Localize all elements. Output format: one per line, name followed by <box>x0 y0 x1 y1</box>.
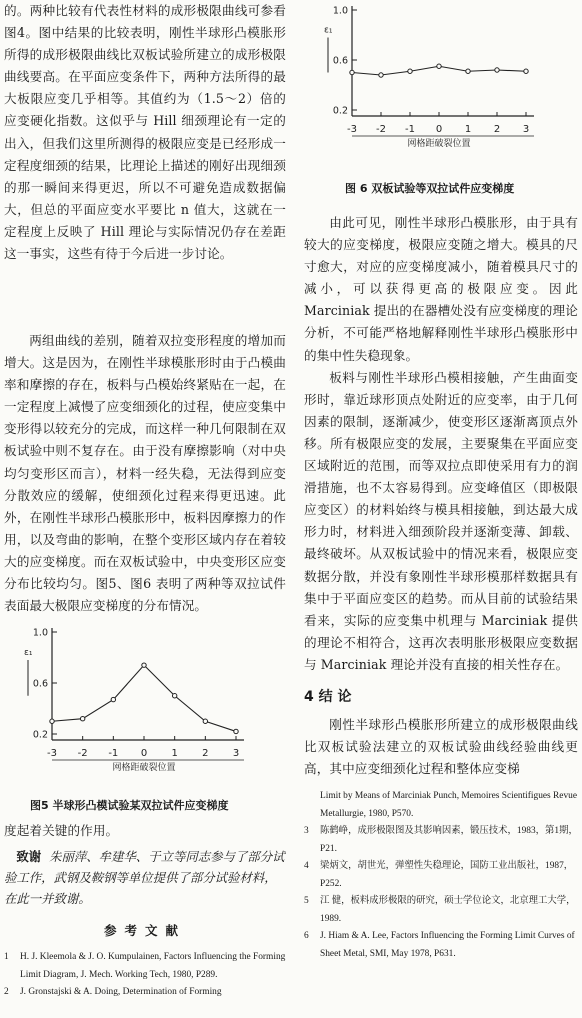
y-axis-label: ε₁ <box>24 647 33 658</box>
y-tick-label: 1.0 <box>32 627 48 639</box>
acknowledgement <box>4 846 286 909</box>
figure-5-continuation: 度起着关键的作用。 <box>4 823 119 838</box>
data-point <box>379 73 383 77</box>
left-lower <box>4 820 286 1002</box>
x-tick-label: 2 <box>493 124 501 135</box>
x-tick-label: 1 <box>464 124 472 135</box>
data-point <box>111 697 115 701</box>
data-point <box>50 719 54 723</box>
right-references <box>304 788 578 963</box>
data-point <box>350 70 354 74</box>
figure-6 <box>304 0 578 170</box>
data-point <box>142 663 146 667</box>
figure-5-caption: 图5 半球形凸模试验某双拉试件应变梯度 <box>30 799 229 812</box>
right-paragraph-1: 由此可见，刚性半球形凸模胀形，由于具有较大的应变梯度，极限应变随之增大。模具的尺寸愈大，对应的应变梯度减小，随着模具尺寸的减小，可以获得更高的极限应变。因此 Marciniak 提出的在器槽处没有应变梯度的理论分析，不可能严格地解释刚性半球形凸模胀形中的集中性失稳现象。 <box>304 215 578 363</box>
x-tick-label: -3 <box>47 748 57 759</box>
references-title: 参考文献 <box>103 923 186 939</box>
data-point <box>466 69 470 73</box>
y-tick-label: 1.0 <box>332 5 348 17</box>
x-tick-label: 2 <box>202 748 209 759</box>
x-axis-label: 网格距破裂位置 <box>112 763 176 773</box>
y-tick-label: 0.2 <box>332 105 348 117</box>
left-paragraph-2: 两组曲线的差别，随着双拉变形程度的增加而增大。这是因为，在刚性半球模胀形时由于凸模曲率和摩擦的存在，板料与凸模始终紧贴在一起，在一定程度上减慢了应变细颈化的过程，使应变集中变形得以较充分的完成，而这样一种几何限制在双板试验中则不复存在。由于没有摩擦影响（对中央均匀变形区而言），材料一经失稳，无法得到应变分散效应的缓解，使细颈化过程来得更迅速。此外，在刚性半球形凸模胀形中，板料因摩擦力的作用，以及弯曲的影响，在整个变形区域内存在着较大的应变梯度。而在双板试验中，中央变形区应变分布比较均匀。图5、图6 表明了两种等双拉试件表面最大极限应变梯度的分布情况。 <box>4 333 286 614</box>
data-point <box>437 64 441 68</box>
y-axis-label: ε₁ <box>324 25 333 36</box>
data-point <box>234 729 238 733</box>
x-tick-label: 0 <box>435 124 443 135</box>
reference-item: 2 J. Gronstajski & A. Doing, Determination of Forming <box>4 987 222 998</box>
x-tick-label: 0 <box>140 748 148 759</box>
x-tick-label: 1 <box>171 748 178 759</box>
section-heading: 4 结 论 <box>304 688 352 705</box>
right-paragraph-3: 刚性半球形凸模胀形所建立的成形极限曲线比双板试验法建立的双板试验曲线经验曲线更高，其中应变细颈化过程和整体应变梯 <box>304 716 578 777</box>
left-paragraph-1: 的。两种比较有代表性材料的成形极限曲线可参看图4。图中结果的比较表明，刚性半球形凸模胀形所得的成形极限曲线比双板试验所建立的成形极限曲线要高。在平面应变条件下，两种方法所得的最大板限应变几乎相等。其值约为（1.5～2）倍的应变硬化指数。这似乎与 Hill 细颈理论有一定的出入，但我们这里所测得的极限应变是已经形成一定程度细颈的结果，比理论上描述的刚好出现细颈的那一瞬间来得更迟，所以不可避免造成数据偏大，但总的平面应变水平要比 n 值大，这就在一定程度上反映了 Hill 理论与实际情况仍存在差距这一事实，这些有待于今后进一步讨论。 <box>4 3 286 262</box>
x-axis-label: 网格距破裂位置 <box>407 139 471 149</box>
x-tick-label: -1 <box>108 748 119 759</box>
x-tick-label: -2 <box>376 124 386 135</box>
data-point <box>80 717 84 721</box>
y-tick-label: 0.2 <box>32 729 48 741</box>
reference-item: 1 H. J. Kleemola & J. O. Kumpulainen, Factors Influencing the Forming Limit Diagram, J. Mech. Working Tech, 1980, P289. <box>4 952 286 980</box>
data-point <box>172 694 176 698</box>
x-tick-label: -2 <box>77 748 88 759</box>
acknowledgement-heading: 致谢 <box>16 849 42 865</box>
figure-5 <box>4 622 286 792</box>
left-references <box>4 949 286 1002</box>
x-tick-label: -1 <box>405 124 415 135</box>
figure-6-caption: 图 6 双板试验等双拉试件应变梯度 <box>345 182 515 195</box>
reference-item: 3 陈鹤峥，成形极限图及其影响因素，锻压技术，1983，第1期，P21. <box>304 826 578 854</box>
data-point <box>524 69 528 73</box>
x-tick-label: 3 <box>522 124 530 135</box>
reference-item: 5 江 健，板料成形极限的研究，硕士学位论文，北京理工大学，1989. <box>304 896 576 924</box>
right-column <box>304 212 578 963</box>
y-tick-label: 0.6 <box>332 55 348 67</box>
reference-item: 4 梁炳文，胡世光，弹塑性失稳理论，国防工业出版社，1987，P252. <box>304 861 574 889</box>
x-tick-label: 3 <box>232 748 240 759</box>
data-point <box>408 69 412 73</box>
data-point <box>495 68 499 72</box>
reference-item: Limit by Means of Marciniak Punch, Memoires Scientifigues Revue Metallurgie, 1980, P570. <box>320 791 577 819</box>
figure-5-chart <box>4 622 286 792</box>
data-point <box>203 719 207 723</box>
acknowledgement-text: 朱丽萍、牟建华、于立等同志参与了部分试验工作，武钢及鞍钢等单位提供了部分试验材料，在此一并致谢。 <box>4 849 285 907</box>
x-tick-label: -3 <box>347 124 357 135</box>
right-paragraph-2: 板料与刚性半球形凸模相接触，产生曲面变形时，靠近球形顶点处附近的应变率，由于几何因素的限制，逐渐减少，使变形区逐渐离顶点外移。所有极限应变的发展，主要聚集在平面应变区域附近的范围，而等双拉点即使采用有力的润滑措施，也不太容易得到。应变峰值区（即极限应变区）的材料始终与模具相接触，到达最大成形力时，材料进入细颈阶段并逐渐变薄、卸载、最终破坏。从双板试验中的情况来看，极限应变数据分散，并没有象刚性半球形模那样数据具有集中于平面应变区的趋势。而从目前的试验结果看来，实际的应变集中机理与 Marciniak 提供的理论不相符合，这再次表明胀形极限应变数据与 Marciniak 理论并没有直接的相关性存在。 <box>304 369 578 672</box>
reference-item: 6 J. Hiam & A. Lee, Factors Influencing the Forming Limit Curves of Sheet Metal, SMI, May 1978, P631. <box>304 931 575 959</box>
figure-6-chart <box>304 0 578 170</box>
series-line <box>52 665 236 731</box>
y-tick-label: 0.6 <box>32 678 48 690</box>
